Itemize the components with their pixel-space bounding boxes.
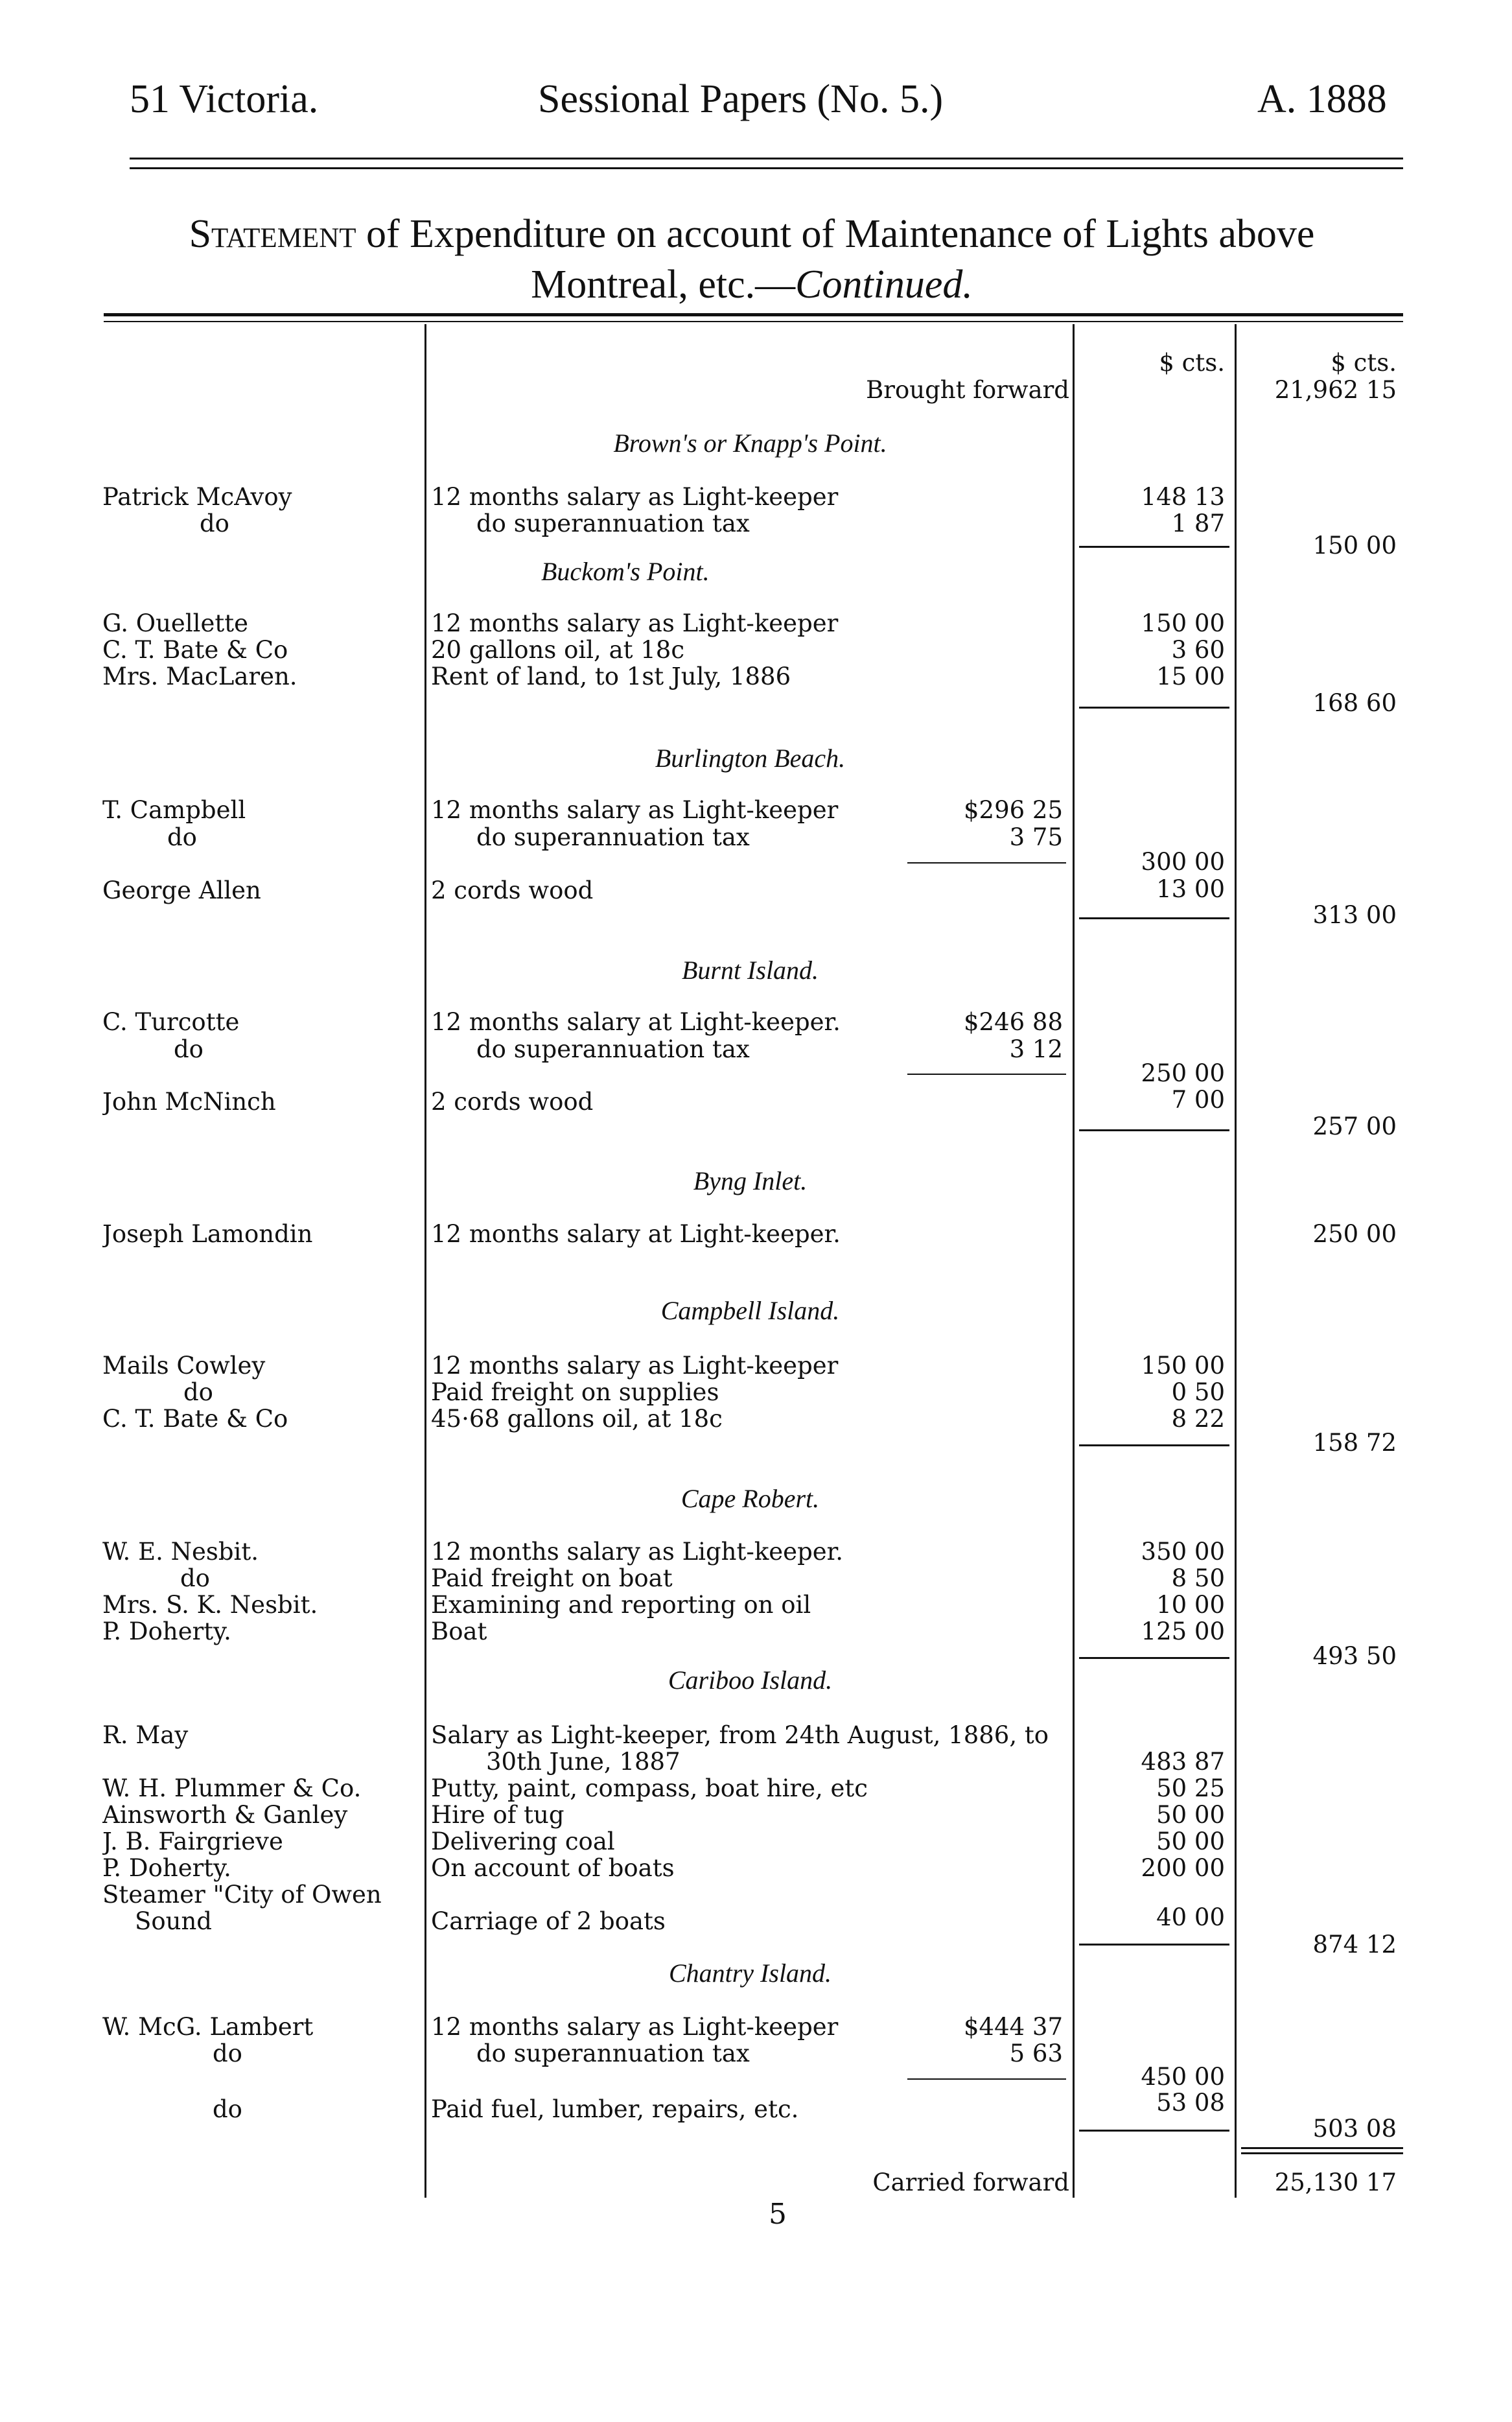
payee: do bbox=[213, 2040, 242, 2067]
inner-amount: $246 88 bbox=[963, 1008, 1063, 1036]
item-description: 2 cords wood bbox=[431, 876, 594, 904]
grand-total-rule bbox=[1241, 2147, 1403, 2149]
item-description bbox=[431, 1881, 1069, 1909]
payee: Patrick McAvoy bbox=[102, 483, 292, 511]
col-rule-desc bbox=[1073, 324, 1075, 2198]
item-description: 12 months salary as Light-keeper bbox=[431, 483, 839, 511]
item-description: do superannuation tax bbox=[476, 510, 750, 537]
section-total: 250 00 bbox=[1312, 1220, 1397, 1248]
section-heading: Buckom's Point. bbox=[541, 557, 710, 586]
section-heading: Campbell Island. bbox=[660, 1296, 840, 1325]
item-description: 12 months salary as Light-keeper bbox=[431, 609, 839, 637]
item-amount: 50 25 bbox=[1156, 1774, 1225, 1802]
payee: do bbox=[213, 2095, 242, 2123]
carried-forward-label: Carried forward bbox=[872, 2169, 1069, 2196]
item-amount: 50 00 bbox=[1156, 1828, 1225, 1855]
subtotal-rule bbox=[1079, 1444, 1229, 1446]
section-heading: Brown's or Knapp's Point. bbox=[613, 429, 887, 458]
item-amount: 53 08 bbox=[1156, 2089, 1225, 2117]
item-description: 45·68 gallons oil, at 18c bbox=[431, 1405, 723, 1433]
payee: G. Ouellette bbox=[102, 609, 249, 637]
item-amount: 7 00 bbox=[1171, 1086, 1225, 1114]
inner-rule bbox=[907, 862, 1066, 864]
payee: do bbox=[183, 1378, 213, 1406]
inner-amount: 5 63 bbox=[1009, 2040, 1063, 2067]
inner-rule bbox=[907, 1074, 1066, 1075]
item-amount: 8 22 bbox=[1171, 1405, 1225, 1433]
inner-rule bbox=[907, 2078, 1066, 2080]
item-amount: 150 00 bbox=[1141, 609, 1225, 637]
subtotal-rule bbox=[1079, 917, 1229, 919]
item-amount: 0 50 bbox=[1171, 1378, 1225, 1406]
inner-amount: $444 37 bbox=[963, 2013, 1063, 2041]
item-amount: 3 60 bbox=[1171, 636, 1225, 664]
item-description: 30th June, 1887 bbox=[486, 1748, 680, 1776]
page-number: 5 bbox=[769, 2198, 787, 2231]
item-amount: 148 13 bbox=[1141, 483, 1225, 511]
item-amount: 300 00 bbox=[1141, 848, 1225, 876]
payee: George Allen bbox=[102, 876, 261, 904]
payee: Sound bbox=[135, 1907, 212, 1935]
subtotal-rule bbox=[1079, 546, 1229, 548]
table-rule-second bbox=[104, 321, 1403, 322]
payee: do bbox=[180, 1564, 210, 1592]
section-heading: Byng Inlet. bbox=[693, 1166, 808, 1195]
item-description: do superannuation tax bbox=[476, 823, 750, 851]
payee: C. Turcotte bbox=[102, 1008, 240, 1036]
subtotal-rule bbox=[1079, 2130, 1229, 2132]
brought-forward-total: 21,962 15 bbox=[1274, 376, 1397, 404]
item-description: 12 months salary as Light-keeper. bbox=[431, 1538, 844, 1566]
section-total: 168 60 bbox=[1312, 689, 1397, 717]
item-amount: 1 87 bbox=[1171, 510, 1225, 537]
grand-total-rule-second bbox=[1241, 2152, 1403, 2154]
item-description: 12 months salary at Light-keeper. bbox=[431, 1008, 841, 1036]
inner-amount: $296 25 bbox=[963, 796, 1063, 824]
item-amount: 150 00 bbox=[1141, 1352, 1225, 1380]
subtotal-rule bbox=[1079, 707, 1229, 709]
payee bbox=[102, 1748, 423, 1776]
item-description: Carriage of 2 boats bbox=[431, 1907, 666, 1935]
col-rule-name bbox=[425, 324, 426, 2198]
col-rule-amount bbox=[1235, 324, 1237, 2198]
item-amount: 483 87 bbox=[1141, 1748, 1225, 1776]
item-amount: 350 00 bbox=[1141, 1538, 1225, 1566]
payee: W. H. Plummer & Co. bbox=[102, 1774, 362, 1802]
item-description: Putty, paint, compass, boat hire, etc bbox=[431, 1774, 868, 1802]
header-rule-bottom bbox=[130, 167, 1403, 169]
item-description: 2 cords wood bbox=[431, 1088, 594, 1116]
item-description: Boat bbox=[431, 1617, 487, 1645]
carried-forward-total: 25,130 17 bbox=[1274, 2169, 1397, 2196]
payee: J. B. Fairgrieve bbox=[102, 1828, 283, 1855]
item-description: 12 months salary as Light-keeper bbox=[431, 2013, 839, 2041]
section-total: 874 12 bbox=[1312, 1931, 1397, 1958]
payee: C. T. Bate & Co bbox=[102, 1405, 288, 1433]
subtotal-rule bbox=[1079, 1944, 1229, 1946]
payee: Joseph Lamondin bbox=[102, 1220, 313, 1248]
item-amount: 8 50 bbox=[1171, 1564, 1225, 1592]
payee: T. Campbell bbox=[102, 796, 246, 824]
title-line2: Montreal, etc.— bbox=[531, 263, 796, 307]
title-lead: Statement bbox=[189, 212, 356, 256]
subtotal-rule bbox=[1079, 1657, 1229, 1659]
payee: R. May bbox=[102, 1721, 189, 1749]
section-total: 150 00 bbox=[1312, 532, 1397, 559]
payee: do bbox=[167, 823, 197, 851]
item-description: Paid freight on supplies bbox=[431, 1378, 719, 1406]
item-description: Paid freight on boat bbox=[431, 1564, 673, 1592]
title-line1: of Expenditure on account of Maintenance of Lights above bbox=[356, 212, 1315, 256]
section-heading: Cape Robert. bbox=[680, 1484, 820, 1513]
title-continued: Continued. bbox=[795, 263, 973, 307]
item-amount: 40 00 bbox=[1156, 1903, 1225, 1931]
section-total: 493 50 bbox=[1312, 1642, 1397, 1670]
payee: John McNinch bbox=[102, 1088, 276, 1116]
payee: P. Doherty. bbox=[102, 1854, 231, 1882]
item-description: On account of boats bbox=[431, 1854, 675, 1882]
item-amount: 15 00 bbox=[1156, 663, 1225, 690]
inner-amount: 3 75 bbox=[1009, 823, 1063, 851]
payee: C. T. Bate & Co bbox=[102, 636, 288, 664]
payee: W. E. Nesbit. bbox=[102, 1538, 259, 1566]
item-amount: 250 00 bbox=[1141, 1059, 1225, 1087]
payee: Mrs. S. K. Nesbit. bbox=[102, 1591, 318, 1619]
section-total: 158 72 bbox=[1312, 1429, 1397, 1457]
item-description: Paid fuel, lumber, repairs, etc. bbox=[431, 2095, 799, 2123]
payee: P. Doherty. bbox=[102, 1617, 231, 1645]
col-head-total: $ cts. bbox=[1331, 349, 1397, 377]
statement-title bbox=[97, 209, 1406, 310]
payee: Ainsworth & Ganley bbox=[102, 1801, 348, 1829]
payee: do bbox=[200, 510, 229, 537]
section-heading: Chantry Island. bbox=[668, 1958, 832, 1988]
header-right: A. 1888 bbox=[1257, 77, 1387, 121]
section-total: 503 08 bbox=[1312, 2115, 1397, 2143]
item-description: 12 months salary at Light-keeper. bbox=[431, 1220, 841, 1248]
section-total: 313 00 bbox=[1312, 901, 1397, 929]
running-header bbox=[97, 76, 1419, 135]
item-amount: 125 00 bbox=[1141, 1617, 1225, 1645]
item-description: Examining and reporting on oil bbox=[431, 1591, 811, 1619]
section-heading: Burnt Island. bbox=[681, 956, 819, 985]
section-heading: Burlington Beach. bbox=[655, 744, 846, 773]
payee: do bbox=[174, 1035, 204, 1063]
item-description: do superannuation tax bbox=[476, 2040, 750, 2067]
inner-amount: 3 12 bbox=[1009, 1035, 1063, 1063]
brought-forward-label: Brought forward bbox=[866, 376, 1069, 404]
payee: Mrs. MacLaren. bbox=[102, 663, 297, 690]
item-description: Salary as Light-keeper, from 24th August, 1886, to bbox=[431, 1721, 1049, 1749]
item-description: 12 months salary as Light-keeper bbox=[431, 1352, 839, 1380]
subtotal-rule bbox=[1079, 1129, 1229, 1131]
item-description: 12 months salary as Light-keeper bbox=[431, 796, 839, 824]
payee: W. McG. Lambert bbox=[102, 2013, 314, 2041]
section-heading: Cariboo Island. bbox=[668, 1665, 833, 1695]
item-description: Hire of tug bbox=[431, 1801, 564, 1829]
table-rule-top bbox=[104, 313, 1403, 316]
item-amount: 50 00 bbox=[1156, 1801, 1225, 1829]
payee: Steamer "City of Owen bbox=[102, 1881, 382, 1909]
header-left: 51 Victoria. bbox=[130, 77, 319, 121]
item-description: 20 gallons oil, at 18c bbox=[431, 636, 685, 664]
item-amount: 450 00 bbox=[1141, 2063, 1225, 2091]
brought-forward-amount bbox=[1082, 376, 1225, 405]
item-amount: 200 00 bbox=[1141, 1854, 1225, 1882]
header-rule-top bbox=[130, 158, 1403, 159]
col-head-amount: $ cts. bbox=[1159, 349, 1225, 377]
header-center: Sessional Papers (No. 5.) bbox=[538, 77, 944, 121]
item-description: Rent of land, to 1st July, 1886 bbox=[431, 663, 791, 690]
item-amount: 10 00 bbox=[1156, 1591, 1225, 1619]
section-total: 257 00 bbox=[1312, 1112, 1397, 1140]
item-description: Delivering coal bbox=[431, 1828, 615, 1855]
item-description: do superannuation tax bbox=[476, 1035, 750, 1063]
item-amount: 13 00 bbox=[1156, 875, 1225, 903]
payee: Mails Cowley bbox=[102, 1352, 266, 1380]
